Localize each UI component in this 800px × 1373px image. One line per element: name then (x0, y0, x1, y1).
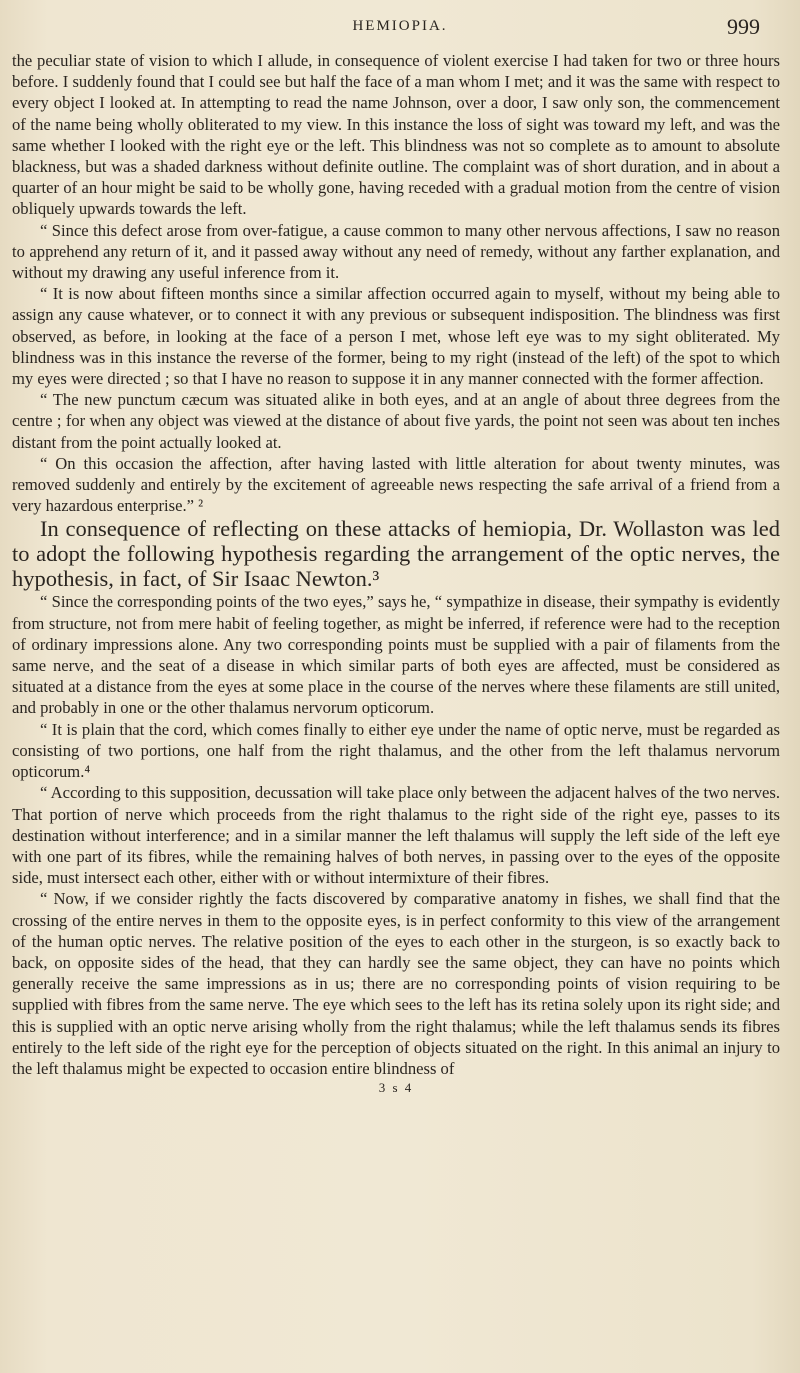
paragraph-continuation: the peculiar state of vision to which I allude, in consequence of violent exercise I had taken for two or three hours before. I suddenly found that I could see but half the face of a man whom I met; and it was the same with respect to every object I looked at. In attempting to read the name Johnson, over a door, I saw only son, the commencement of the name being wholly obliterated to my view. In this instance the loss of sight was toward my left, and was the same whether I looked with the right eye or the left. This blindness was not so complete as to amount to absolute blackness, but was a shaded darkness without definite outline. The complaint was of short duration, and in about a quarter of an hour might be said to be wholly gone, having receded with a gradual motion from the centre of vision obliquely upwards towards the left. (12, 51, 780, 219)
printer-signature-mark: 3 s 4 (378, 1080, 414, 1096)
paragraph-large-type: In consequence of reflecting on these attacks of hemiopia, Dr. Wollaston was led to adopt the following hypothesis regarding the arrangement of the optic nerves, the hypothesis, in fact, of Sir Isaac Newton.³ (12, 516, 780, 592)
paragraph: “ Since this defect arose from over-fatigue, a cause common to many other nervous affections, I saw no reason to apprehend any return of it, and it passed away without any need of remedy, without any farther explanation, and without my drawing any useful inference from it. (12, 220, 780, 283)
running-title: HEMIOPIA. (352, 18, 448, 34)
paragraph: “ The new punctum cæcum was situated alike in both eyes, and at an angle of about three degrees from the centre ; for when any object was viewed at the distance of about five yards, the point not seen was about ten inches distant from the point actually looked at. (12, 390, 780, 452)
paragraph: “ It is now about fifteen months since a similar affection occurred again to myself, without my being able to assign any cause whatever, or to connect it with any previous or subsequent indisposition. The blindness was first observed, as before, in looking at the face of a person I met, whose left eye was to my sight obliterated. My blindness was in this instance the reverse of the former, being to my right (instead of the left) of the spot to which my eyes were directed ; so that I have no reason to suppose it in any manner connected with the former affection. (12, 284, 780, 389)
running-head (0, 12, 800, 40)
paragraph: “ On this occasion the affection, after having lasted with little alteration for about twenty minutes, was removed suddenly and entirely by the excitement of agreeable news respecting the safe arrival of a friend from a very hazardous enterprise.” ² (12, 453, 780, 516)
body-text (12, 50, 780, 1098)
paragraph: “ Now, if we consider rightly the facts discovered by comparative anatomy in fishes, we shall find that the crossing of the entire nerves in them to the opposite eyes, is in perfect conformity to this view of the arrangement of the human optic nerves. The relative position of the eyes to each other in the sturgeon, is so exactly back to back, on opposite sides of the head, that they can hardly see the same object, they can have no points which generally receive the same impressions as in us; there are no corresponding points of vision requiring to be supplied with fibres from the same nerve. The eye which sees to the left has its retina solely upon its right side; and this is supplied with an optic nerve arising wholly from the right thalamus; while the left thalamus sends its fibres entirely to the left side of the right eye for the perception of objects situated on the right. In this animal an injury to the left thalamus might be expected to occasion entire blindness of (12, 889, 780, 1078)
paragraph: “ According to this supposition, decussation will take place only between the adjacent halves of the two nerves. That portion of nerve which proceeds from the right thalamus to the right side of the right eye, passes to its destination without interference; and in a similar manner the left thalamus will supply the left side of the left eye with one part of its fibres, while the remaining halves of both nerves, in passing over to the eyes of the opposite side, must intersect each other, either with or without intermixture of their fibres. (12, 783, 780, 888)
paragraph: “ It is plain that the cord, which comes finally to either eye under the name of optic nerve, must be regarded as consisting of two portions, one half from the right thalamus, and the other from the left thalamus nervorum opticorum.⁴ (12, 719, 780, 782)
paragraph: “ Since the corresponding points of the two eyes,” says he, “ sympathize in disease, their sympathy is evidently from structure, not from mere habit of feeling together, as might be inferred, if reference were had to the reception of ordinary impressions alone. Any two corresponding points must be supplied with a pair of filaments from the same nerve, and the seat of a disease in which similar parts of both eyes are affected, must be considered as situated at a distance from the eyes at some place in the course of the nerves where these filaments are still united, and probably in one or the other thalamus nervorum opticorum. (12, 592, 780, 718)
page-number: 999 (727, 14, 760, 39)
